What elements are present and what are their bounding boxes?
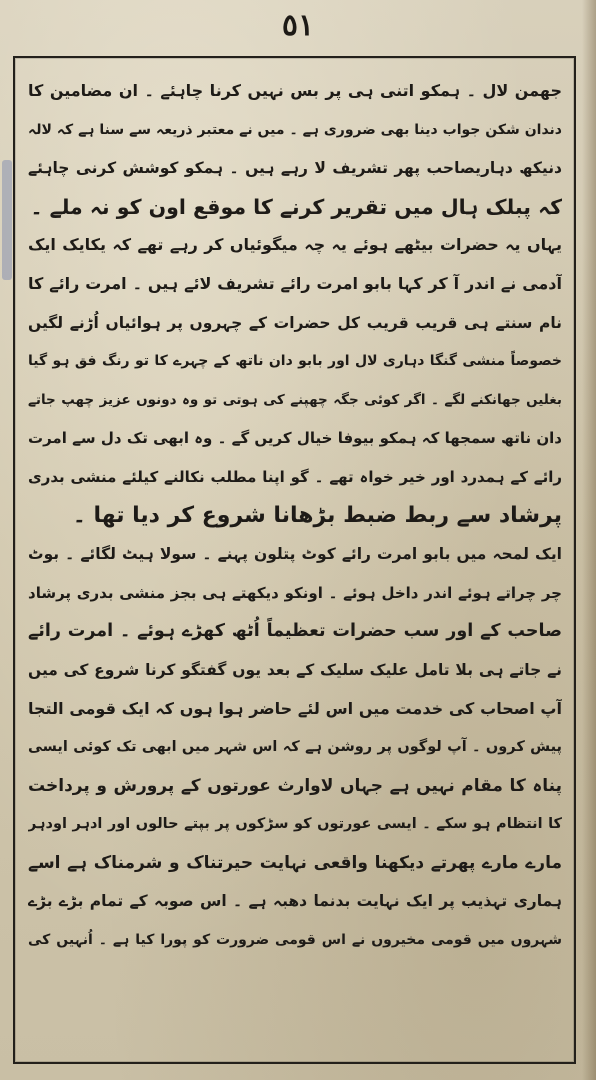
text-line: آدمی نے اندر آ کر کہا بابو امرت رائے تشریف لائے ہیں ۔ امرت رائے کا	[28, 273, 562, 293]
page-spine-shadow	[582, 0, 596, 1080]
text-line: پیش کروں ۔ آپ لوگوں پر روشن ہے کہ اس شہر میں ابھی تک کوئی ایسی	[28, 739, 562, 756]
text-line: یہاں یہ حضرات بیٹھے ہوئے یہ چہ میگوئیاں کر رہے تھے کہ یکایک ایک	[28, 235, 562, 255]
text-line: نام سنتے ہی قریب قریب کل حضرات کے چہروں پر ہوائیاں اُڑنے لگیں	[28, 313, 562, 332]
text-line: پرشاد سے ربط ضبط بڑھانا شروع کر دیا تھا ۔	[72, 502, 562, 528]
text-line: بغلیں جھانکنے لگے ۔ اگر کوئی جگہ چھپنے کی ہوتی تو وہ دونوں عزیز چھپ جاتے	[28, 391, 562, 408]
text-line: شہروں میں قومی مخیروں نے اس قومی ضرورت کو پورا کیا ہے ۔ اُنہیں کی	[28, 932, 562, 949]
text-line: خصوصاً منشی گنگا دہاری لال اور بابو دان ناتھ کے چہرے کا تو رنگ فق ہو گیا	[28, 353, 562, 370]
text-line: پناہ کا مقام نہیں ہے جہاں لاوارث عورتوں کے پرورش و پرداخت	[28, 775, 562, 796]
text-line: نے جاتے ہی بلا تامل علیک سلیک کے بعد یوں گفتگو کرنا شروع کی میں	[28, 660, 562, 679]
library-stamp-mark	[2, 160, 12, 280]
text-line: دندان شکن جواب دینا بھی ضروری ہے ۔ میں نے معتبر ذریعہ سے سنا ہے کہ لالہ	[28, 121, 562, 138]
text-line: رائے کے ہمدرد اور خیر خواہ تھے ۔ گو اپنا مطلب نکالنے کیلئے منشی بدری	[28, 467, 562, 486]
text-line: دان ناتھ سمجھا کہ ہمکو بیوفا خیال کریں گے ۔ وہ ابھی تک دل سے امرت	[28, 429, 562, 448]
text-line: ہماری تہذیب پر ایک نہایت بدنما دھبہ ہے ۔ اس صوبہ کے تمام بڑے بڑے	[28, 892, 562, 911]
text-line: دنیکھ دہاریصاحب پھر تشریف لا رہے ہیں ۔ ہمکو کوشش کرنی چاہئے	[28, 159, 562, 178]
text-line: چر چراتے ہوئے اندر داخل ہوئے ۔ اونکو دیکھتے ہی بجز منشی بدری پرشاد	[28, 583, 562, 602]
text-line: جھمن لال ۔ ہمکو اتنی ہی پر بس نہیں کرنا چاہئے ۔ ان مضامین کا	[28, 81, 562, 100]
text-line: آپ اصحاب کی خدمت میں اس لئے حاضر ہوا ہوں کہ ایک قومی التجا	[28, 698, 562, 718]
text-line: صاحب کے اور سب حضرات تعظیماً اُٹھ کھڑے ہوئے ۔ امرت رائے	[28, 621, 562, 642]
text-line: مارے مارے پھرتے دیکھنا واقعی نہایت حیرتناک و شرمناک ہے اسے	[28, 852, 562, 873]
text-line: ایک لمحہ میں بابو امرت رائے کوٹ پتلون پہنے ۔ سولا ہیٹ لگائے ۔ بوٹ	[28, 545, 562, 564]
text-line: کہ پبلک ہال میں تقریر کرنے کا موقع اون کو نہ ملے ۔	[30, 194, 562, 219]
page-number: ٥١	[281, 8, 315, 43]
body-text-block	[28, 72, 562, 960]
text-line: کا انتظام ہو سکے ۔ ایسی عورتوں کو سڑکوں پر بپتے حالوں اور ادہر اودہر	[28, 816, 562, 833]
